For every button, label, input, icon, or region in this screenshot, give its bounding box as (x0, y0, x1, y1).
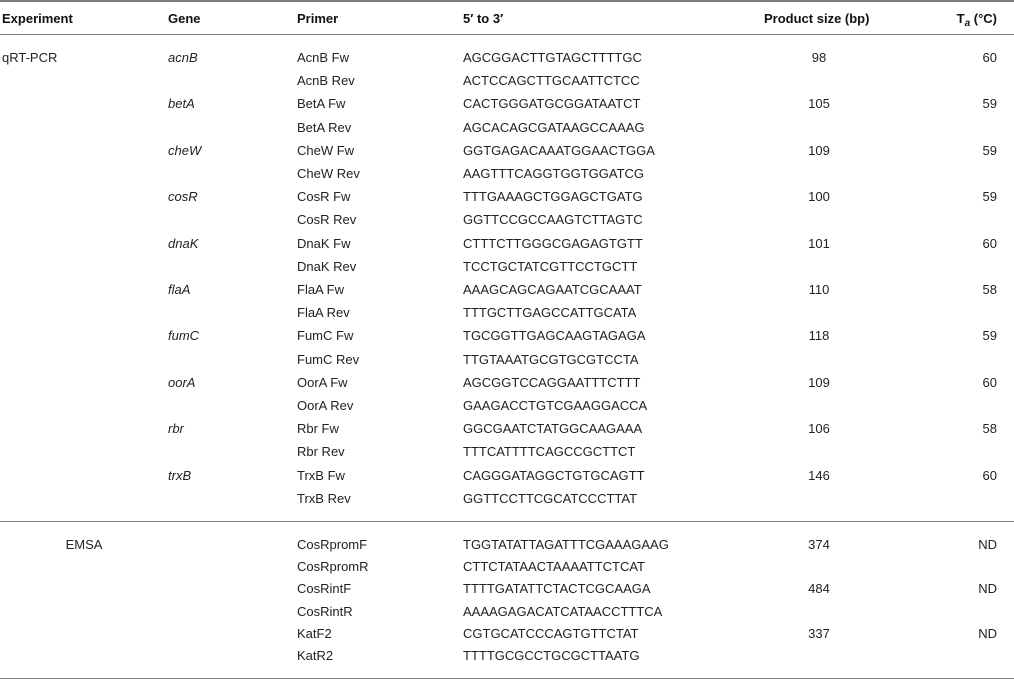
gene-name: dnaK (168, 236, 199, 251)
annealing-temp: 60 (982, 375, 997, 390)
gene-name: cosR (168, 189, 198, 204)
sequence-reverse: TTGTAAATGCGTGCGTCCTA (463, 352, 639, 367)
product-size: 105 (808, 96, 830, 111)
gene-name: oorA (168, 375, 196, 390)
product-size: 98 (811, 50, 827, 65)
primer-forward: CheW Fw (297, 143, 355, 158)
table-bottom-rule (0, 678, 1014, 679)
primer-reverse: CosRintR (297, 604, 353, 619)
gene-name: rbr (168, 421, 184, 436)
sequence-forward: AGCGGTCCAGGAATTTCTTT (463, 375, 641, 390)
sequence-forward: CTTTCTTGGGCGAGAGTGTT (463, 236, 643, 251)
header-primer: Primer (297, 11, 339, 26)
primer-forward: FlaA Fw (297, 282, 344, 297)
sequence-reverse: TTTCATTTTCAGCCGCTTCT (463, 444, 636, 459)
sequence-reverse: AAGTTTCAGGTGGTGGATCG (463, 166, 645, 181)
gene-name: flaA (168, 282, 191, 297)
primer-reverse: FumC Rev (297, 352, 360, 367)
table-top-rule (0, 0, 1014, 2)
primer-forward: CosR Fw (297, 189, 351, 204)
annealing-temp: 59 (982, 96, 997, 111)
product-size: 146 (808, 468, 830, 483)
annealing-temp: 59 (982, 143, 997, 158)
sequence-forward: CACTGGGATGCGGATAATCT (463, 96, 641, 111)
sequence-reverse: CTTCTATAACTAAAATTCTCAT (463, 559, 645, 574)
sequence-forward: AAAGCAGCAGAATCGCAAAT (463, 282, 642, 297)
header-gene: Gene (168, 11, 201, 26)
primer-forward: BetA Fw (297, 96, 346, 111)
primer-forward: KatF2 (297, 626, 332, 641)
primer-reverse: CheW Rev (297, 166, 360, 181)
sequence-reverse: GGTTCCTTCGCATCCCTTAT (463, 491, 638, 506)
sequence-reverse: TTTTGCGCCTGCGCTTAATG (463, 648, 640, 663)
primer-reverse: FlaA Rev (297, 305, 350, 320)
section-rule (0, 521, 1014, 522)
primer-forward: DnaK Fw (297, 236, 351, 251)
sequence-forward: TTTGAAAGCTGGAGCTGATG (463, 189, 643, 204)
header-ta-unit: (°C) (970, 11, 997, 26)
product-size: 337 (808, 626, 830, 641)
experiment-emsa: EMSA (65, 537, 103, 552)
annealing-temp: 58 (982, 282, 997, 297)
primer-reverse: CosR Rev (297, 212, 357, 227)
primer-reverse: CosRpromR (297, 559, 369, 574)
primer-reverse: KatR2 (297, 648, 334, 663)
product-size: 109 (808, 143, 830, 158)
primer-reverse: BetA Rev (297, 120, 352, 135)
primer-reverse: TrxB Rev (297, 491, 351, 506)
annealing-temp: 59 (982, 189, 997, 204)
product-size: 106 (808, 421, 830, 436)
sequence-forward: CGTGCATCCCAGTGTTCTAT (463, 626, 639, 641)
product-size: 109 (808, 375, 830, 390)
product-size: 484 (808, 581, 830, 596)
sequence-forward: TTTTGATATTCTACTCGCAAGA (463, 581, 651, 596)
sequence-forward: TGGTATATTAGATTTCGAAAGAAG (463, 537, 669, 552)
sequence-forward: TGCGGTTGAGCAAGTAGAGA (463, 328, 646, 343)
header-ta (940, 11, 997, 27)
header-product-size: Product size (bp) (764, 11, 870, 26)
sequence-forward: GGTGAGACAAATGGAACTGGA (463, 143, 655, 158)
gene-name: fumC (168, 328, 200, 343)
primer-forward: CosRintF (297, 581, 352, 596)
sequence-reverse: AGCACAGCGATAAGCCAAAG (463, 120, 645, 135)
annealing-temp: 58 (982, 421, 997, 436)
header-sequence: 5′ to 3′ (463, 11, 504, 26)
sequence-reverse: GAAGACCTGTCGAAGGACCA (463, 398, 648, 413)
primer-forward: FumC Fw (297, 328, 354, 343)
product-size: 101 (808, 236, 830, 251)
primer-forward: TrxB Fw (297, 468, 345, 483)
annealing-temp: ND (978, 581, 997, 596)
primer-reverse: Rbr Rev (297, 444, 345, 459)
sequence-forward: AGCGGACTTGTAGCTTTTGC (463, 50, 642, 65)
sequence-forward: GGCGAATCTATGGCAAGAAA (463, 421, 643, 436)
annealing-temp: ND (978, 626, 997, 641)
annealing-temp: 60 (982, 236, 997, 251)
primer-forward: CosRpromF (297, 537, 368, 552)
annealing-temp: 59 (982, 328, 997, 343)
product-size: 100 (808, 189, 830, 204)
gene-name: cheW (168, 143, 202, 158)
primer-reverse: OorA Rev (297, 398, 354, 413)
primer-reverse: AcnB Rev (297, 73, 355, 88)
primer-forward: OorA Fw (297, 375, 348, 390)
sequence-reverse: TCCTGCTATCGTTCCTGCTT (463, 259, 638, 274)
annealing-temp: 60 (982, 50, 997, 65)
annealing-temp: 60 (982, 468, 997, 483)
header-rule (0, 34, 1014, 35)
sequence-reverse: GGTTCCGCCAAGTCTTAGTC (463, 212, 643, 227)
primer-forward: AcnB Fw (297, 50, 350, 65)
product-size: 110 (808, 282, 830, 297)
product-size: 374 (808, 537, 830, 552)
primer-forward: Rbr Fw (297, 421, 339, 436)
primer-reverse: DnaK Rev (297, 259, 357, 274)
gene-name: acnB (168, 50, 198, 65)
experiment-qrt-pcr: qRT-PCR (2, 50, 58, 65)
sequence-reverse: TTTGCTTGAGCCATTGCATA (463, 305, 637, 320)
product-size: 118 (808, 328, 830, 343)
header-ta-main: T (956, 11, 965, 26)
header-ta-sub: a (964, 18, 971, 29)
sequence-reverse: AAAAGAGACATCATAACCTTTCA (463, 604, 663, 619)
sequence-forward: CAGGGATAGGCTGTGCAGTT (463, 468, 645, 483)
sequence-reverse: ACTCCAGCTTGCAATTCTCC (463, 73, 640, 88)
header-experiment: Experiment (2, 11, 73, 26)
gene-name: betA (168, 96, 195, 111)
gene-name: trxB (168, 468, 192, 483)
annealing-temp: ND (978, 537, 997, 552)
